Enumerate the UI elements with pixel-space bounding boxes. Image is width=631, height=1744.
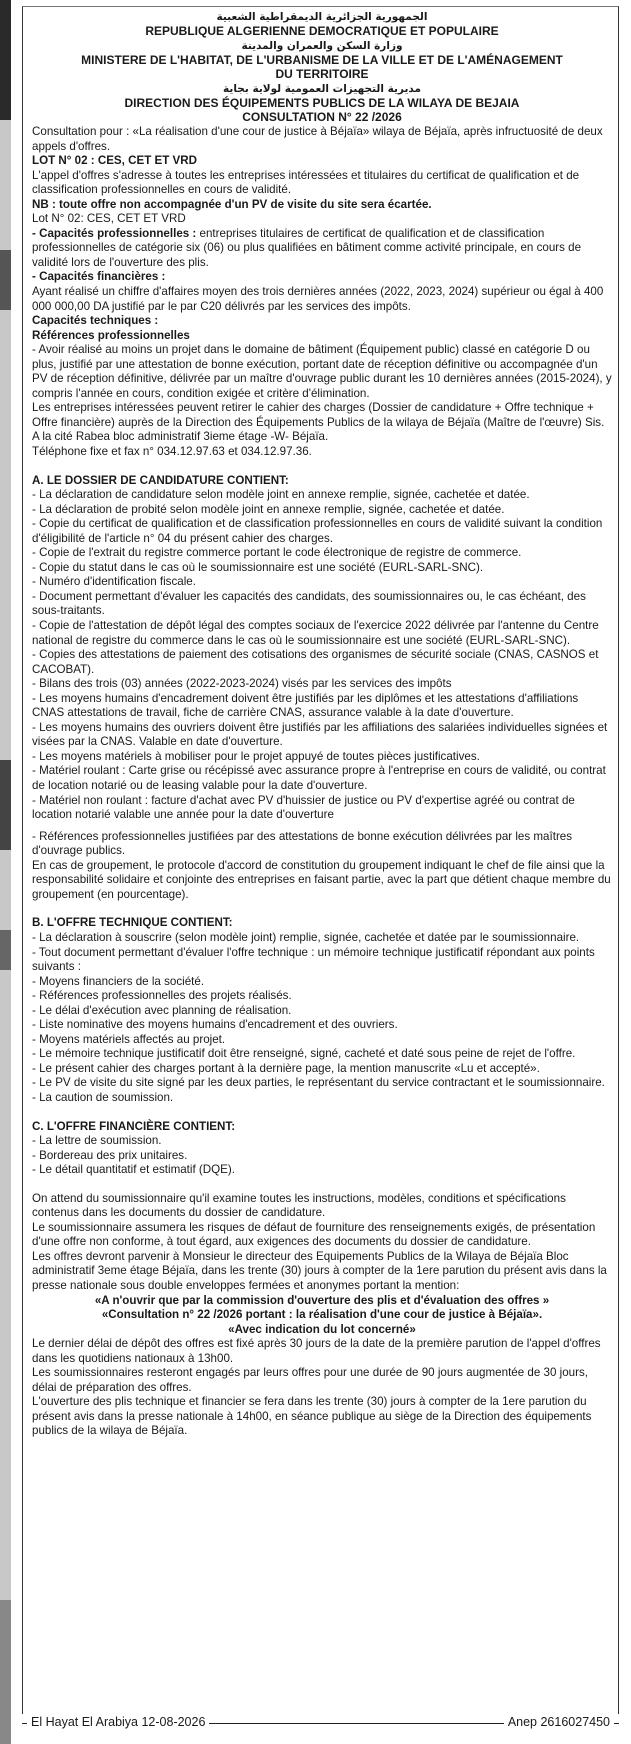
scan-edge-mark xyxy=(0,930,11,970)
list-item: - Copies des attestations de paiement des cotisations des organismes de sécurité sociale (CNAS, CASNOS et CACOBAT). xyxy=(32,648,599,676)
section-c-title: C. L'OFFRE FINANCIÈRE CONTIENT: xyxy=(32,1119,236,1133)
list-item: - Moyens matériels affectés au projet. xyxy=(32,1032,226,1046)
envelope-mention-2: «Consultation n° 22 /2026 portant : la réalisation d'une cour de justice à Béjaïa». xyxy=(101,1308,543,1322)
closing-paragraph-5: Les soumissionnaires resteront engagés par leurs offres pour une durée de 90 jours augmentée de 30 jours, délai de préparation des offres. xyxy=(32,1366,588,1394)
list-item: - Copie de l'attestation de dépôt légal des comptes sociaux de l'exercice 2022 délivrée par l'antenne du Centre national de registre du commerce dans le cas où le soumissionnaire est une société (EURL-SARL-SNC). xyxy=(32,619,599,647)
arabic-direction-heading: مديرية التجهيزات العمومية لولاية بجاية xyxy=(223,82,421,95)
envelope-mention-1: «A n'ouvrir que par la commission d'ouverture des plis et d'évaluation des offres » xyxy=(94,1293,550,1307)
capacites-professionnelles xyxy=(32,227,612,271)
list-item: - La déclaration de candidature selon modèle joint en annexe remplie, signée, cachetée et datée. xyxy=(32,488,530,502)
page-left-edge xyxy=(0,0,11,1744)
cap-tech-label: Capacités techniques : xyxy=(32,314,159,328)
list-item: - Les moyens matériels à mobiliser pour le projet appuyé de toutes pièces justificatives. xyxy=(32,749,480,763)
ref-pro-label: Références professionnelles xyxy=(32,328,190,342)
lot-title-2: Lot N° 02: CES, CET ET VRD xyxy=(32,212,186,226)
list-item: - Matériel non roulant : facture d'achat avec PV d'huissier de justice ou PV d'expertise agréé ou contrat de location notarié valable une année pour la date d'ouverture xyxy=(32,793,575,822)
section-c-list xyxy=(32,1134,612,1178)
list-item: - Le PV de visite du site signé par les deux parties, le représentant du service contractant et le soumissionnaire. xyxy=(32,1076,605,1090)
closing-paragraph-4: Le dernier délai de dépôt des offres est fixé après 30 jours de la date de la première parution de l'appel d'offres dans les quotidiens nationaux à 13h00. xyxy=(32,1337,601,1365)
scan-edge-mark xyxy=(0,760,11,850)
cap-fin-label: - Capacités financières : xyxy=(32,270,166,284)
notice-footer xyxy=(22,1712,619,1732)
list-item: - La déclaration à souscrire (selon modèle joint) remplie, signée, cachetée et datée par le soumissionnaire. xyxy=(32,930,580,944)
scan-edge-mark xyxy=(0,0,11,120)
lot-title: LOT N° 02 : CES, CET ET VRD xyxy=(32,154,198,168)
retrait-paragraph: Les entreprises intéressées peuvent retirer le cahier des charges (Dossier de candidature + Offre technique + Offre financière) auprès de la Direction des Équipements Publics de la wilaya de Béjaïa (Maître de l'œuvre) Sis. A la cité Rabea bloc administratif 3ieme étage -W- Béjaïa. xyxy=(32,401,605,444)
anep-reference: Anep 2616027450 xyxy=(504,1712,614,1732)
list-item: - Le mémoire technique justificatif doit être renseigné, signé, cacheté et daté sous peine de rejet de l'offre. xyxy=(32,1047,576,1061)
newspaper-name-date: El Hayat El Arabiya 12-08-2026 xyxy=(27,1712,209,1732)
closing-paragraph-3: Les offres devront parvenir à Monsieur le directeur des Equipements Publics de la Wilaya de Béjaïa Bloc administratif 3eme étage Béjaïa, dans les trente (30) jours à compter de la 1ere parution du présent avis dans la presse nationale sous double enveloppes fermées et anonymes portant la mention: xyxy=(32,1249,607,1292)
list-item: - Les moyens humains des ouvriers doivent être justifiés par les affiliations des salariées individuelles signées et visées par la CNAS. Valable en date d'ouverture. xyxy=(32,720,608,749)
section-a-title: A. LE DOSSIER DE CANDIDATURE CONTIENT: xyxy=(32,473,289,487)
consultation-object: Consultation pour : «La réalisation d'une cour de justice à Béjaïa» wilaya de Béjaïa, après infructuosité de deux appels d'offres. xyxy=(32,124,603,153)
list-item: - La déclaration de probité selon modèle joint en annexe remplie, signée, cachetée et datée. xyxy=(32,502,505,516)
groupement-paragraph: En cas de groupement, le protocole d'accord de constitution du groupement indiquant le chef de file ainsi que la responsabilité solidaire et conjointe des entreprises en faisant partie, avec la part que détient chaque membre du groupement (en pourcentage). xyxy=(32,858,611,901)
section-b-list xyxy=(32,931,612,1106)
ministry-heading-line1: MINISTERE DE L'HABITAT, DE L'URBANISME DE LA VILLE ET DE L'AMÉNAGEMENT xyxy=(81,52,563,67)
list-item: - Les moyens humains d'encadrement doivent être justifiés par les diplômes et les attestations d'affiliations CNAS attestations de travail, fiche de carrière CNAS, assurance valable à la date d'ouverture. xyxy=(32,691,579,720)
references-item: - Références professionnelles justifiées par des attestations de bonne exécution délivrées par les maîtres d'ouvrage publics. xyxy=(32,829,573,858)
list-item: - Tout document permettant d'évaluer l'offre technique : un mémoire technique justificatif répondant aux points suivants : xyxy=(32,945,595,974)
ref-pro-text: - Avoir réalisé au moins un projet dans le domaine de bâtiment (Équipement public) classé en catégorie D ou plus, justifié par une attestation de bonne exécution, portant date de réception définitive ou accompagnée d'un PV de réception définitive, délivrée par un maître d'ouvrage public durant les 10 dernières années (2015-2024), y compris l'année en cours, condition exigée et critère d'élimination. xyxy=(32,343,612,400)
closing-paragraph-6: L'ouverture des plis technique et financier se fera dans les trente (30) jours à compter de la 1ere parution du présent avis dans la presse nationale à 14h00, en séance publique au siège de la Direction des équipements publics de la wilaya de Béjaïa. xyxy=(32,1395,592,1438)
notice-body xyxy=(32,10,612,1439)
scan-edge-mark xyxy=(0,1600,11,1744)
consultation-number: CONSULTATION N° 22 /2026 xyxy=(242,110,402,125)
list-item: - Liste nominative des moyens humains d'encadrement et des ouvriers. xyxy=(32,1018,398,1032)
list-item: - Le détail quantitatif et estimatif (DQE). xyxy=(32,1163,235,1177)
nb-notice: NB : toute offre non accompagnée d'un PV de visite du site sera écartée. xyxy=(32,197,432,211)
republic-heading: REPUBLIQUE ALGERIENNE DEMOCRATIQUE ET POPULAIRE xyxy=(145,24,499,38)
list-item: - Copie du statut dans le cas où le soumissionnaire est une société (EURL-SARL-SNC). xyxy=(32,560,484,574)
list-item: - Bilans des trois (03) années (2022-2023-2024) visés par les services des impôts xyxy=(32,677,452,691)
arabic-republic-heading: الجمهورية الجزائرية الديمقراطية الشعبية xyxy=(216,11,428,23)
telephone-line: Téléphone fixe et fax n° 034.12.97.63 et 034.12.97.36. xyxy=(32,445,312,458)
list-item: - Document permettant d'évaluer les capacités des candidats, des soumissionnaires ou, le cas échéant, des sous-traitants. xyxy=(32,589,586,618)
envelope-mention-3: «Avec indication du lot concerné» xyxy=(228,1322,416,1336)
closing-paragraph-1: On attend du soumissionnaire qu'il examine toutes les instructions, modèles, conditions et spécifications contenus dans les documents du dossier de candidature. xyxy=(32,1191,566,1220)
list-item: - Matériel roulant : Carte grise ou récépissé avec assurance propre à l'entreprise en cours de validité, ou contrat de location notarié ou de leasing valable pour la date d'ouverture. xyxy=(32,764,606,793)
section-b-title: B. L'OFFRE TECHNIQUE CONTIENT: xyxy=(32,916,233,930)
appel-paragraph: L'appel d'offres s'adresse à toutes les entreprises intéressées et titulaires du certificat de qualification et de classification professionnelles en cours de validité. xyxy=(32,168,580,197)
list-item: - La lettre de soumission. xyxy=(32,1134,162,1148)
section-a-list xyxy=(32,488,612,823)
list-item: - Copie de l'extrait du registre commerce portant le code électronique de registre de commerce. xyxy=(32,546,522,560)
scan-edge-mark xyxy=(0,250,11,310)
list-item: - Numéro d'identification fiscale. xyxy=(32,575,196,589)
cap-pro-text: entreprises titulaires de certificat de qualification et de classification professionnelles de catégorie six (06) ou plus qualifiées en bâtiment comme activité principale, en cours de validité lors de l'ouverture des plis. xyxy=(32,226,582,269)
cap-pro-label: - Capacités professionnelles : xyxy=(32,226,197,240)
list-item: - Moyens financiers de la société. xyxy=(32,974,205,988)
cap-fin-text: Ayant réalisé un chiffre d'affaires moyen des trois dernières années (2022, 2023, 2024) supérieur ou égal à 400 000 000,00 DA justifié par le par C20 délivrés par les services des impôts. xyxy=(32,284,604,313)
list-item: - La caution de soumission. xyxy=(32,1090,174,1104)
list-item: - Bordereau des prix unitaires. xyxy=(32,1148,188,1162)
list-item: - Le présent cahier des charges portant à la dernière page, la mention manuscrite «Lu et accepté». xyxy=(32,1061,540,1075)
list-item: - Copie du certificat de qualification et de classification professionnelles en cours de validité suivant la condition d'éligibilité de l'article n° 04 du présent cahier des charges. xyxy=(32,517,603,545)
closing-paragraph-2: Le soumissionnaire assumera les risques de défaut de fourniture des renseignements exigés, de présentation d'une offre non conforme, à tout égard, aux exigences des documents du dossier de candidature. xyxy=(32,1220,596,1249)
direction-heading: DIRECTION DES ÉQUIPEMENTS PUBLICS DE LA WILAYA DE BEJAIA xyxy=(124,95,520,110)
list-item: - Références professionnelles des projets réalisés. xyxy=(32,989,292,1003)
arabic-ministry-heading: وزارة السكن والعمران والمدينة xyxy=(241,39,403,52)
ministry-heading-line2: DU TERRITOIRE xyxy=(275,67,369,82)
list-item: - Le délai d'exécution avec planning de réalisation. xyxy=(32,1003,292,1017)
